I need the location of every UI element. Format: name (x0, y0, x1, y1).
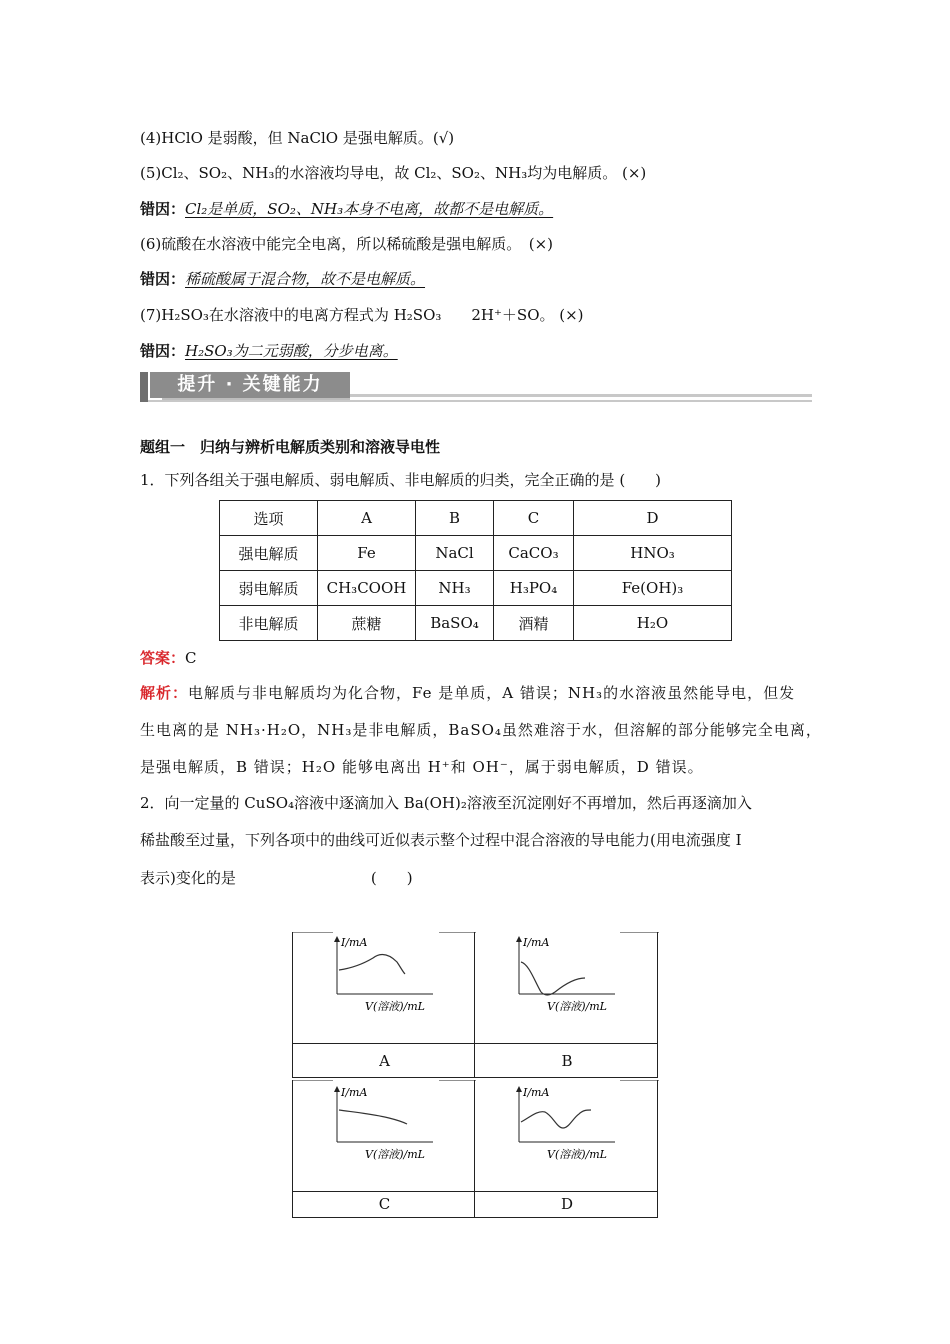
error-reason-7 (140, 341, 398, 361)
table-cell: A (318, 501, 416, 536)
analysis-line-2: 生电离的是 NH₃·H₂O，NH₃是非电解质，BaSO₄虽然难溶于水，但溶解的部分能够完全电离， (140, 721, 822, 739)
figure-cell-b (474, 932, 658, 1044)
item-6: (6)硫酸在水溶液中能完全电离，所以稀硫酸是强电解质。 (×) (140, 235, 554, 253)
error-label: 错因： (140, 342, 186, 360)
answer-value: C (185, 649, 197, 667)
y-axis-label: I/mA (523, 936, 550, 949)
figure-label-cell (474, 1191, 658, 1218)
question-1-stem: 1．下列各组关于强电解质、弱电解质、非电解质的归类，完全正确的是 ( ) (140, 471, 662, 489)
item-4: (4)HClO 是弱酸，但 NaClO 是强电解质。(√) (140, 129, 455, 147)
curve-a (339, 955, 405, 974)
banner-slash (140, 372, 148, 402)
error-text: Cl₂是单质，SO₂、NH₃本身不电离，故都不是电解质。 (185, 200, 554, 218)
table-cell: NH₃ (416, 571, 494, 606)
answer (140, 648, 197, 668)
figure-label-d: D (560, 1195, 574, 1213)
x-axis-label: V(溶液)/mL (365, 1000, 425, 1013)
table-row (220, 536, 732, 571)
item-5: (5)Cl₂、SO₂、NH₃的水溶液均导电，故 Cl₂、SO₂、NH₃均为电解质。 (×) (140, 164, 647, 182)
figure-label-c: C (378, 1195, 391, 1213)
table-cell: CH₃COOH (318, 571, 416, 606)
table-cell: Fe(OH)₃ (574, 571, 732, 606)
figure-label-cell (292, 1043, 475, 1078)
banner-rule (148, 400, 812, 402)
table-cell: B (416, 501, 494, 536)
section-banner (140, 372, 812, 406)
table-cell: H₂O (574, 606, 732, 641)
table-cell: HNO₃ (574, 536, 732, 571)
table-row (220, 606, 732, 641)
answer-label: 答案： (140, 649, 186, 667)
curve-d (521, 1110, 591, 1128)
figure-grid (292, 932, 658, 1218)
table-cell: H₃PO₄ (494, 571, 574, 606)
error-text: 稀硫酸属于混合物，故不是电解质。 (185, 270, 426, 288)
error-reason-5 (140, 199, 553, 219)
y-arrow (334, 1086, 340, 1092)
question-2-stem-1: 2．向一定量的 CuSO₄溶液中逐滴加入 Ba(OH)₂溶液至沉淀刚好不再增加，然后再逐滴加入 (140, 794, 752, 812)
table-row (220, 571, 732, 606)
banner-rule (350, 394, 812, 397)
figure-cell-c (292, 1080, 475, 1192)
analysis-text: 电解质与非电解质均为化合物，Fe 是单质，A 错误；NH₃的水溶液虽然能导电，但发 (188, 684, 796, 702)
y-arrow (516, 1086, 522, 1092)
table-cell: BaSO₄ (416, 606, 494, 641)
analysis-line-1 (140, 683, 795, 703)
analysis-label: 解析： (140, 684, 189, 702)
table-cell: 选项 (220, 501, 318, 536)
error-reason-6 (140, 269, 425, 289)
y-arrow (516, 936, 522, 942)
table-cell: CaCO₃ (494, 536, 574, 571)
error-label: 错因： (140, 200, 186, 218)
graph-b (475, 932, 659, 1044)
table-header-row (220, 501, 732, 536)
curve-b (521, 962, 585, 995)
table-cell: 非电解质 (220, 606, 318, 641)
options-table (219, 500, 732, 641)
figure-cell-d (474, 1080, 658, 1192)
error-label: 错因： (140, 270, 186, 288)
figure-label-a: A (379, 1052, 390, 1070)
table-cell: 酒精 (494, 606, 574, 641)
question-2-stem-2: 稀盐酸至过量，下列各项中的曲线可近似表示整个过程中混合溶液的导电能力(用电流强度 I (140, 831, 742, 849)
table-cell: 弱电解质 (220, 571, 318, 606)
curve-c (339, 1110, 407, 1124)
table-cell: Fe (318, 536, 416, 571)
figure-label-cell (474, 1043, 658, 1078)
graph-c (293, 1080, 476, 1192)
x-axis-label: V(溶液)/mL (547, 1148, 607, 1161)
question-2-stem-3: 表示)变化的是 ( ) (140, 869, 413, 887)
y-axis-label: I/mA (341, 936, 368, 949)
graph-a (293, 932, 476, 1044)
y-arrow (334, 936, 340, 942)
y-axis-label: I/mA (523, 1086, 550, 1099)
figure-cell-a (292, 932, 475, 1044)
y-axis-label: I/mA (341, 1086, 368, 1099)
table-cell: C (494, 501, 574, 536)
x-axis-label: V(溶液)/mL (547, 1000, 607, 1013)
x-axis-label: V(溶液)/mL (365, 1148, 425, 1161)
table-cell: NaCl (416, 536, 494, 571)
item-7: (7)H₂SO₃在水溶液中的电离方程式为 H₂SO₃ 2H⁺＋SO。 (×) (140, 306, 584, 324)
figure-label-b: B (561, 1052, 573, 1070)
graph-d (475, 1080, 659, 1192)
group-title: 题组一 归纳与辨析电解质类别和溶液导电性 (140, 438, 441, 456)
figure-label-cell (292, 1191, 475, 1218)
table-cell: D (574, 501, 732, 536)
error-text: H₂SO₃为二元弱酸，分步电离。 (185, 342, 398, 360)
analysis-line-3: 是强电解质，B 错误；H₂O 能够电离出 H⁺和 OH⁻，属于弱电解质，D 错误。 (140, 758, 704, 776)
table-cell: 强电解质 (220, 536, 318, 571)
table-cell: 蔗糖 (318, 606, 416, 641)
banner-title: 提升 · 关键能力 (150, 372, 350, 398)
